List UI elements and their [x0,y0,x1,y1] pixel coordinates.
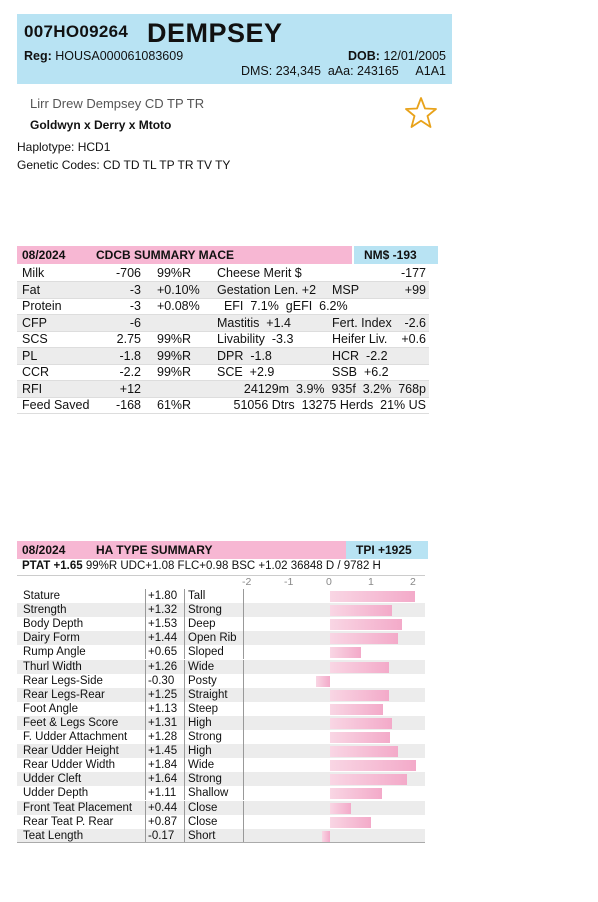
type-trait-row [17,702,425,716]
prod-cell-c2: +12 [119,381,141,396]
col-divider [243,786,244,800]
type-section-title: HA TYPE SUMMARY [84,541,352,559]
trait-descriptor: Wide [188,660,215,673]
trait-descriptor: Sloped [188,646,224,659]
col-divider [145,674,146,688]
trait-value: -0.30 [148,674,175,687]
prod-cell-c2: -3 [129,282,141,297]
prod-cell-c1: Milk [22,266,45,280]
trait-descriptor: Posty [188,674,217,687]
full-name: Lirr Drew Dempsey CD TP TR [30,96,205,111]
trait-bar [322,831,330,842]
prod-cell-c4: DPR -1.8 [217,348,272,363]
prod-cell-c1: CFP [22,315,47,330]
trait-value: +1.31 [148,716,178,729]
prod-cell-c4: Cheese Merit $ [217,266,302,280]
type-trait-row [17,801,425,815]
prod-row [17,364,429,381]
trait-bar [330,732,390,743]
prod-cell-c2: -168 [115,398,141,412]
col-divider [243,730,244,744]
prod-row [17,265,429,282]
prod-cell-c4: SCE +2.9 [217,365,275,379]
trait-bar [330,746,398,757]
prod-cell-c5: Fert. Index [332,315,392,330]
col-divider [243,645,244,659]
type-trait-row [17,772,425,786]
col-divider [145,801,146,815]
prod-cell-c3: 61%R [157,398,192,412]
prod-cell-c6: 24129m 3.9% 935f 3.2% 768p [243,381,426,396]
trait-value: -0.17 [148,829,175,842]
prod-cell-c1: Protein [22,299,62,313]
dob-value: 12/01/2005 [383,49,446,63]
dob-label: DOB: [348,49,380,63]
trait-name: Thurl Width [23,660,82,673]
prod-cell-c1: CCR [22,365,50,379]
type-trait-row [17,786,425,800]
col-divider [184,815,185,829]
type-trait-row [17,758,425,772]
col-divider [184,801,185,815]
prod-section-title: CDCB SUMMARY MACE [84,246,352,264]
col-divider [184,660,185,674]
col-divider [184,603,185,617]
trait-value: +1.44 [148,632,178,645]
trait-value: +0.87 [148,815,178,828]
prod-row [17,397,429,414]
trait-name: Rear Udder Width [23,759,116,772]
prod-row [17,381,429,398]
trait-descriptor: Straight [188,688,228,701]
genetic-codes: Genetic Codes: CD TD TL TP TR TV TY [17,158,231,172]
prod-cell-c1: Feed Saved [22,398,90,412]
prod-cell-c5: SSB +6.2 [332,365,389,379]
type-trait-row [17,603,425,617]
prod-cell-c5: HCR -2.2 [332,348,388,363]
prod-cell-c3: +0.08% [157,299,200,313]
prod-cell-c6: -177 [400,266,426,280]
tpi-badge: TPI +1925 [346,541,428,559]
star-outline-icon[interactable] [404,96,438,130]
trait-value: +1.26 [148,660,178,673]
type-trait-row [17,815,425,829]
col-divider [145,758,146,772]
sire-nickname: DEMPSEY [147,18,283,48]
axis-tick-label: 0 [326,576,332,588]
ptat-divider [17,575,425,576]
col-divider [243,674,244,688]
trait-descriptor: Open Rib [188,632,237,645]
col-divider [243,772,244,786]
ptat-details: 99%R UDC+1.08 FLC+0.98 BSC +1.02 36848 D / 9782 H [85,560,381,572]
col-divider [145,786,146,800]
col-divider [145,631,146,645]
prod-cell-c3: 99%R [157,348,192,363]
trait-name: Teat Length [23,829,84,842]
dms-line: DMS: 234,345 aAa: 243165 A1A1 [240,64,446,78]
trait-bar [330,662,389,673]
prod-cell-c3: 99%R [157,365,192,379]
trait-descriptor: High [188,716,212,729]
trait-name: Body Depth [23,618,84,631]
prod-cell-c6: +99 [404,282,426,297]
col-divider [145,645,146,659]
col-divider [145,702,146,716]
col-divider [184,589,185,603]
col-divider [243,589,244,603]
trait-bar [316,676,330,687]
trait-bar [330,760,416,771]
axis-tick-label: -1 [284,576,294,588]
trait-bar [330,803,351,814]
prod-cell-c2: -3 [129,299,141,313]
col-divider [243,829,244,843]
prod-cell-c3: 99%R [157,332,192,346]
col-divider [184,758,185,772]
prod-cell-c4: Livability -3.3 [217,332,294,346]
trait-bar [330,619,402,630]
prod-row [17,331,429,348]
prod-cell-c3: 99%R [157,266,192,280]
prod-cell-c4: Gestation Len. +2 [217,282,317,297]
trait-bar [330,774,407,785]
trait-descriptor: Deep [188,618,216,631]
trait-bar [330,690,389,701]
trait-value: +0.44 [148,801,178,814]
prod-row [17,348,429,365]
prod-cell-c1: Fat [22,282,41,297]
prod-cell-c6: -2.6 [404,315,426,330]
prod-cell-c4: Mastitis +1.4 [217,315,291,330]
type-trait-row [17,631,425,645]
trait-name: Feet & Legs Score [23,716,119,729]
trait-bar [330,647,361,658]
col-divider [184,702,185,716]
prod-cell-c2: -706 [115,266,141,280]
trait-descriptor: Strong [188,731,222,743]
trait-descriptor: High [188,745,212,758]
col-divider [145,815,146,829]
trait-name: Strength [23,604,67,617]
trait-bar [330,817,371,828]
type-trait-row [17,645,425,659]
type-trait-row [17,660,425,674]
trait-value: +0.65 [148,646,178,659]
col-divider [184,688,185,702]
col-divider [184,786,185,800]
trait-descriptor: Shallow [188,787,229,800]
prod-cell-c6: +0.6 [401,332,426,346]
trait-value: +1.53 [148,618,178,631]
col-divider [145,688,146,702]
trait-bar [330,704,383,715]
col-divider [243,631,244,645]
trait-bar [330,633,398,644]
trait-bar [330,591,415,602]
prod-cell-c2: -2.2 [119,365,141,379]
trait-name: Rear Legs-Rear [23,688,105,701]
trait-value: +1.25 [148,688,178,701]
type-trait-row [17,674,425,688]
type-trait-row [17,688,425,702]
col-divider [145,617,146,631]
trait-name: Rear Teat P. Rear [23,815,114,828]
trait-descriptor: Tall [188,590,206,602]
col-divider [243,744,244,758]
prod-row [17,282,429,299]
prod-cell-c5: Heifer Liv. [332,332,388,346]
prod-cell-c2: -1.8 [119,348,141,363]
trait-name: Udder Cleft [23,773,82,786]
trait-bar [330,718,392,729]
col-divider [184,716,185,730]
trait-descriptor: Short [188,829,216,842]
trait-value: +1.45 [148,745,178,758]
birth-date [348,49,446,63]
col-divider [145,660,146,674]
type-trait-row [17,716,425,730]
prod-row [17,298,429,315]
type-trait-row [17,589,425,603]
col-divider [243,688,244,702]
prod-cell-c1: PL [22,348,38,363]
col-divider [145,589,146,603]
trait-name: Udder Depth [23,787,89,800]
trait-name: Rear Udder Height [23,745,119,758]
type-trait-row [17,730,425,744]
col-divider [184,772,185,786]
trait-name: Rear Legs-Side [23,674,103,687]
col-divider [184,645,185,659]
col-divider [145,829,146,843]
ptat-line [22,560,381,572]
sire-header [17,14,452,84]
prod-cell-c6: 51056 Dtrs 13275 Herds 21% US [233,398,426,412]
trait-descriptor: Strong [188,773,222,786]
nm-dollar-badge: NM$ -193 [354,246,438,264]
col-divider [243,716,244,730]
col-divider [184,829,185,843]
trait-value: +1.80 [148,590,178,602]
trait-descriptor: Close [188,801,218,814]
col-divider [184,730,185,744]
col-divider [145,603,146,617]
axis-tick-label: 1 [368,576,374,588]
trait-bar [330,605,392,616]
prod-cell-c4: EFI 7.1% gEFI 6.2% [217,299,348,313]
col-divider [145,772,146,786]
trait-name: Front Teat Placement [23,801,133,814]
reg-value: HOUSA000061083609 [55,49,184,63]
prod-cell-c2: 2.75 [116,332,141,346]
pedigree: Goldwyn x Derry x Mtoto [30,118,172,132]
reg-label: Reg: [24,49,52,63]
col-divider [145,744,146,758]
trait-descriptor: Close [188,815,218,828]
col-divider [184,617,185,631]
trait-value: +1.64 [148,773,178,786]
col-divider [243,815,244,829]
col-divider [184,674,185,688]
axis-tick-label: -2 [242,576,252,588]
trait-value: +1.84 [148,759,178,772]
registration [24,49,183,63]
prod-date-badge: 08/2024 [17,246,84,264]
trait-value: +1.28 [148,731,178,743]
col-divider [145,716,146,730]
trait-value: +1.11 [148,787,177,800]
type-bottom-rule [17,842,425,843]
prod-row [17,315,429,332]
trait-name: Rump Angle [23,646,86,659]
prod-cell-c3: +0.10% [157,282,200,297]
trait-name: F. Udder Attachment [23,731,128,743]
trait-descriptor: Strong [188,604,222,617]
trait-value: +1.32 [148,604,178,617]
prod-cell-c1: SCS [22,332,48,346]
col-divider [145,730,146,744]
col-divider [243,702,244,716]
col-divider [243,758,244,772]
prod-cell-c5: MSP [332,282,360,297]
axis-tick-label: 2 [410,576,416,588]
prod-cell-c1: RFI [22,381,43,396]
trait-descriptor: Wide [188,759,215,772]
ptat-value: PTAT +1.65 [22,560,83,572]
type-trait-row [17,617,425,631]
trait-name: Foot Angle [23,702,78,715]
haplotype: Haplotype: HCD1 [17,140,111,154]
col-divider [243,660,244,674]
trait-value: +1.13 [148,702,178,715]
type-date-badge: 08/2024 [17,541,84,559]
trait-descriptor: Steep [188,702,219,715]
type-trait-row [17,744,425,758]
col-divider [184,631,185,645]
col-divider [243,801,244,815]
trait-bar [330,788,382,799]
col-divider [243,617,244,631]
sire-code: 007HO09264 [24,22,129,41]
type-trait-row [17,829,425,843]
trait-name: Stature [23,590,61,602]
col-divider [243,603,244,617]
trait-name: Dairy Form [23,632,80,645]
col-divider [184,744,185,758]
prod-cell-c2: -6 [129,315,141,330]
